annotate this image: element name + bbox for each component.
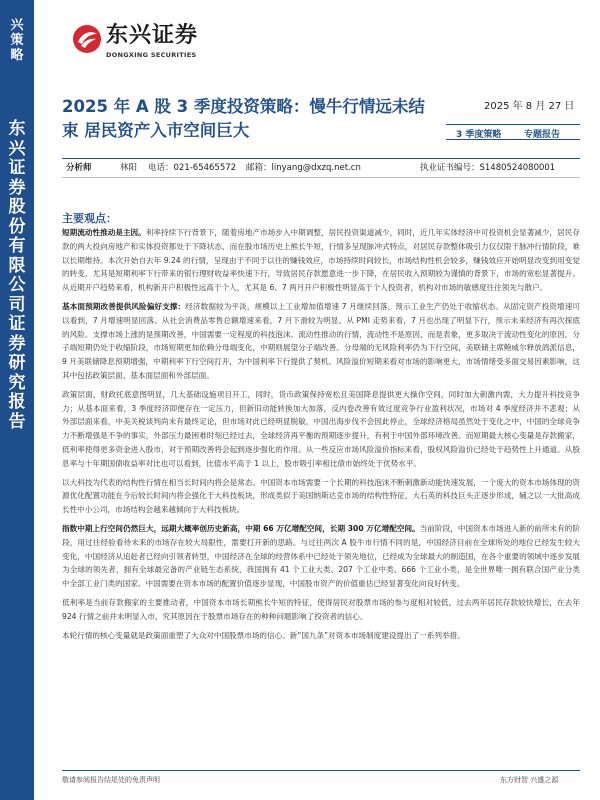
report-tags — [446, 124, 580, 140]
body-paragraph — [62, 476, 580, 517]
sidebar-company-char: 证 — [8, 314, 26, 334]
tag-quarter-strategy: 3 季度策略 — [456, 130, 502, 140]
sidebar-company-char: 司 — [8, 294, 26, 315]
sidebar-company-char: 限 — [8, 255, 26, 276]
sidebar-company-char: 公 — [8, 275, 26, 295]
report-date: 2025 年 8 月 27 日 — [484, 101, 575, 112]
sidebar-company-char: 券 — [8, 333, 26, 354]
footer-disclaimer: 敬请参阅报告结尾处的免责声明 — [62, 776, 160, 784]
sidebar-company-char: 究 — [8, 372, 26, 393]
report-title: 2025 年 A 股 3 季度投资策略：慢牛行情远未结束 居民资产入市空间巨大 — [62, 97, 425, 140]
report-body — [62, 226, 580, 647]
sidebar-company-char: 券 — [8, 177, 26, 198]
paragraph-text: 经济数据较为平淡，规模以上工业增加值增速 7 月继续回落，预示工业生产仍处于收缩状态。从固定资产投资增速可以看到，7 月增速明显回落。从社会消费品零售总额增速来看，7 月下滑较为明显。从 PMI 走势来看，7 月也出现了明显下行，预示未来经济有再次探底的风险。支撑市场上涨的是预期改善，中国需要一定程度的科技泡沫。流动性推动的行情，流动性不是原因，而是表象，更多取决于流动性变化的原因，分子端短期仍处于收缩阶段，市场短期更加依赖分母端变化，中期则展望分子端改善。分母端的无风险利率仍为下行空间，美联储主席鲍威尔释放鸽派信息，9 月美联储降息预期增强，中期利率下行空间打开，为中国利率下行提供了契机。风险溢价短期来看对市场的影响更大，市场情绪受多面交易因素影响，这其中包括政策层面、基本面层面和外部层面。 — [62, 301, 581, 380]
paragraph-lead: 短期流动性推动是主因。 — [62, 228, 146, 237]
sidebar-tag-char: 兴 — [10, 18, 24, 33]
analyst-name: 林阳 — [120, 163, 138, 173]
analyst-cert-number: 执业证书编号：S1480524080001 — [420, 163, 556, 173]
body-paragraph — [62, 226, 580, 295]
logo-name-en: DONGXING SECURITIES — [106, 51, 197, 59]
analyst-info-row — [62, 158, 580, 178]
body-paragraph — [62, 629, 580, 643]
sidebar-company-char: 东 — [8, 119, 26, 139]
sidebar-tag-char: 略 — [10, 48, 24, 63]
sidebar-company-char: 证 — [8, 158, 26, 178]
paragraph-text: 政策层面，财政托底意图明显，几大基础设施项目开工，同时，货币政策保持宽松且美国降息提供更大操作空间，同时加大刺激内需，大力提升科技竞争力；从基本面来看，3 季度经济即便存在一定压力，但新旧动能转换加大加落，反内卷改善有效过度竞争行业盈利状况，市场对 4 季度经济并不悲观；从外部层面来看，中美关税谈判尚未有最终定论，但市场对此已经明显脱敏，中国出海步伐不会因此停止，全球经济格局虽然处于变化之中，中国的全球竞争力不断增强是不争的事实，外部压力最困难时刻已经过去，全球经济再平衡的预期逐步提升，有利于中国外部环境改善。而短期最大核心变量是存款搬家，低利率使得更多资金进入股市，对于预期改善将会起到逐步强化的作用。从一些反应市场风险溢价指标来看，股权风险溢价已经处于趋势性上升通道。从股息率与十年期国债收益率对比也可以看到，比值水平高于 1 以上，股市吸引率相比债市始终处于优势水平。 — [62, 389, 580, 468]
paragraph-text: 以大科技为代表的结构性行情在相当长时间内将会是常态。中国资本市场需要一个长期的科技泡沫不断刺激新动能快速发展，一个庞大的资本市场体现的资源优化配置功能在今后较长时间内将会强化于大科技板块，形成类似于美国纳斯达克市场的结构性特征，大石英的科技巨头正逐步形成，辅之以一大批高成长性中小公司，市场结构会越来越倾向于大科技板块。 — [62, 477, 580, 515]
body-paragraph — [62, 596, 580, 624]
sidebar-company-name — [0, 120, 34, 432]
footer-slogan: 东方财智 兴盛之源 — [500, 776, 559, 784]
logo-name-cn: 东兴证券 — [106, 23, 199, 48]
sidebar-company-char: 研 — [8, 353, 26, 373]
paragraph-text: 当前阶段，中国资本市场进入新的前所未有的阶段，用过往经验看待未来的市场存在较大局限性，需要打开新的思路。与过往两次 A 股牛市行情不同的是，中国经济目前在全球所处的地位已经发生较大变化，中国经济从追赶者已经向引领者转型，中国经济在全球的经营体系中已经处于领先地位，已经成为全球最大的制造国，在各个重要的领域中逐步发展为全球的领先者，拥有全球最完备的产业链生态系统，我国拥有 41 个工业大类、207 个工业中类、666 个工业小类，是全世界唯一拥有联合国产业分类中全部工业门类的国家。中国需要在资本市场的配置价值逐步显现，中国股市资产的价值重估已经显著变化向良好转变。 — [62, 523, 580, 589]
analyst-phone: 电话：021-65465572 — [148, 163, 237, 173]
left-sidebar — [0, 0, 34, 800]
body-paragraph — [62, 522, 580, 591]
sidebar-company-char: 报 — [8, 392, 26, 412]
analyst-role-label: 分析师 — [66, 163, 92, 173]
sidebar-company-char: 告 — [8, 411, 26, 432]
company-logo — [72, 22, 232, 64]
sidebar-company-char: 份 — [8, 216, 26, 237]
logo-mark-icon — [72, 24, 102, 54]
body-paragraph — [62, 300, 580, 383]
sidebar-company-char: 兴 — [8, 138, 26, 159]
paragraph-lead: 基本面预期改善提供风险偏好支撑： — [62, 301, 186, 311]
sidebar-report-type — [0, 18, 34, 63]
body-paragraph — [62, 388, 580, 471]
paragraph-lead: 指数中期上行空间仍然巨大，远期大概率创历史新高，中期 66 万亿增配空间，长期 300 万亿增配空间。 — [62, 523, 420, 533]
paragraph-text: 利率持续下行背景下，随着房地产市场步入中期调整，居民投资渠道减少，同时，近几年实体经济中可投资机会显著减少，居民存款的两大投向房地产和实体投资都处于下降状态，而在股市场历史上熊长牛短，行情多呈现脉冲式特点，对居民存款整体吸引力仅仅限于脉冲行情阶段，难以长期维持。本次开始自去年 9.24 的行情，呈现由于不同于以往的赚钱效应，市场持续时间较长，市场结构性机会较多，赚钱效应开始明显改变到用变觉的转变，尤其是短期利率下行带来的银行理财收益率快速下行，导致居民存款愿意进一步下降，在居民收入预期较为谨慎的背景下，市场的宽松显著提升。从近期开户趋势来看，机构新开户积极性远高于个人，尤其是 6、7 两月开户积极性明显高于个人投资者，机构对市场的敏感度往往领先与散户。 — [62, 228, 580, 293]
footer-divider — [62, 770, 580, 771]
main-points-heading: 主要观点： — [62, 212, 117, 225]
tag-special-report: 专题报告 — [524, 130, 561, 140]
analyst-email: 邮箱：linyang@dxzq.net.cn — [246, 163, 361, 173]
paragraph-text: 低利率是当前存款搬家的主要推动者，中国资本市场长期熊长牛短的特征，使得居民对股票市场的参与度相对较低，过去两年居民存款较快增长，在去年 924 行情之前并未明显入市，究其原因在于股票市场存在的种种问题影响了投资者的信心。 — [62, 597, 580, 621]
sidebar-company-char: 股 — [8, 197, 26, 217]
sidebar-tag-char: 策 — [10, 33, 24, 48]
paragraph-text: 本轮行情的核心变量就是政策面重塑了大众对中国股票市场的信心。新“国九条”对资本市场制度建设提出了一系列举措。 — [62, 630, 465, 640]
sidebar-company-char: 有 — [8, 236, 26, 256]
